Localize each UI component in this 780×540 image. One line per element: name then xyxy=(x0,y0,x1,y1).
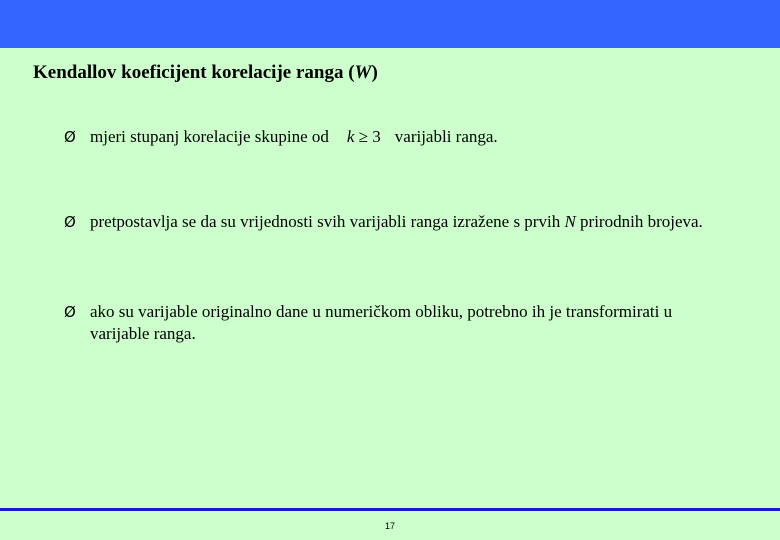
title-variable: W xyxy=(354,62,372,83)
bullet-text xyxy=(90,211,704,233)
bullet-item-1 xyxy=(64,126,704,148)
top-bar xyxy=(0,0,780,48)
bullet-text xyxy=(90,126,704,148)
title-main: Kendallov koeficijent korelacije ranga ( xyxy=(33,62,355,83)
bullet-text: ako su varijable originalno dane u numeričkom obliku, potrebno ih je transformirati u varijable ranga. xyxy=(90,302,673,343)
page-number: 17 xyxy=(384,521,395,531)
bullet-text-after: varijabli ranga. xyxy=(394,127,498,146)
slide-title xyxy=(33,62,378,84)
title-end: ) xyxy=(371,62,378,83)
arrow-bullet-icon: Ø xyxy=(64,128,76,146)
bullet-text-before: mjeri stupanj korelacije skupine od xyxy=(90,127,329,146)
bullet-text-end: prirodnih brojeva. xyxy=(575,212,703,231)
math-relation: ≥ 3 xyxy=(358,127,381,146)
bottom-divider xyxy=(0,508,780,511)
bullet-item-3 xyxy=(64,301,704,345)
arrow-bullet-icon: Ø xyxy=(64,213,76,231)
math-variable: k xyxy=(346,127,355,146)
math-expression xyxy=(347,126,381,148)
bullet-text-main: pretpostavlja se da su vrijednosti svih varijabli ranga izražene s prvih xyxy=(90,212,565,231)
arrow-bullet-icon: Ø xyxy=(64,303,76,321)
math-variable: N xyxy=(564,212,576,231)
bullet-item-2 xyxy=(64,211,704,233)
